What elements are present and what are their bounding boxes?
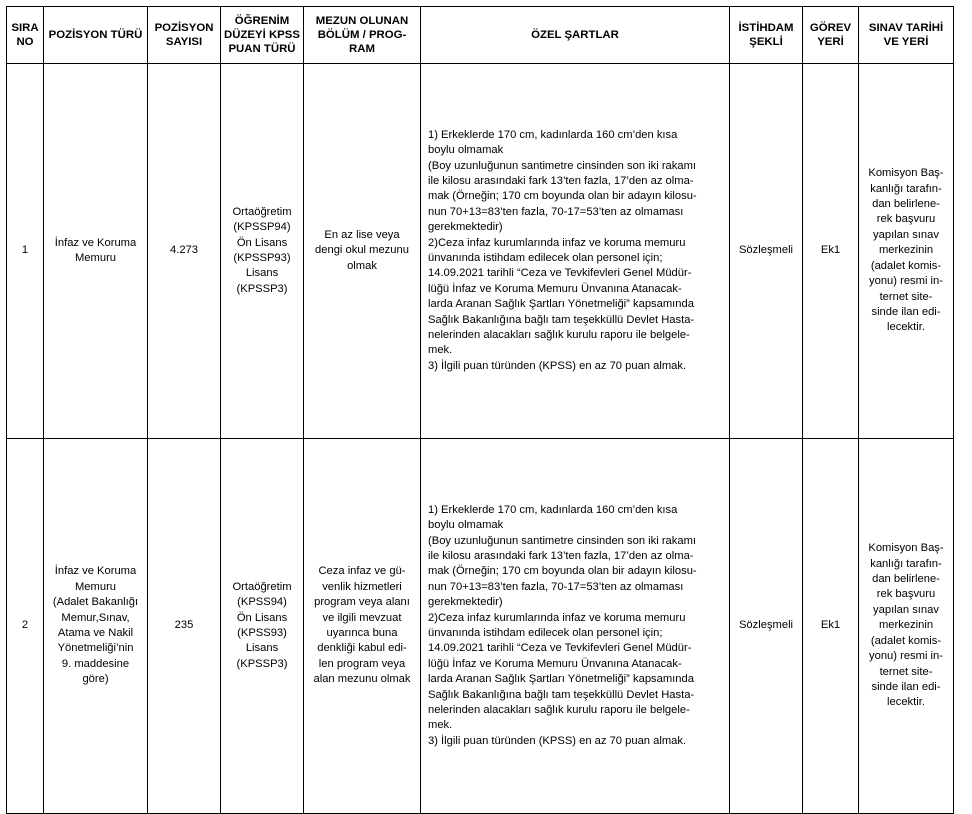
text-line: (adalet komis- (870, 634, 942, 647)
header-sinav-tarihi (859, 7, 954, 64)
text-line: nun 70+13=83’ten fazla, 70-17=53’ten az olmaması (428, 205, 684, 218)
text-line: Sağlık Bakanlığına bağlı tam teşekküllü Devlet Hasta- (428, 688, 695, 701)
text-line: ünvanında istihdam edilecek olan personel için; (428, 252, 663, 264)
text-line: 14.09.2021 tarihli “Ceza ve Tevkifevleri Genel Müdür- (428, 642, 692, 655)
text-line: sinde ilan edi- (871, 680, 941, 693)
text-line: rek başvuru (876, 213, 936, 226)
header-row (7, 7, 954, 64)
text-line: 14.09.2021 tarihli “Ceza ve Tevkifevleri Genel Müdür- (428, 267, 692, 280)
text-line: göre) (82, 673, 109, 686)
text-line: RAM (349, 43, 375, 55)
text-line: yonu) resmi in- (869, 650, 943, 663)
text-line: POZİSYON (154, 22, 214, 34)
cell-mezun-olunan-bolum (304, 439, 421, 814)
cell-ozel-sartlar (421, 64, 730, 439)
cell-sira-no: 2 (7, 439, 44, 814)
text-line: 1) Erkeklerde 170 cm, kadınlarda 160 cm’den kısa (428, 128, 678, 141)
text-line: len program veya (318, 657, 406, 670)
text-line: ternet site- (879, 665, 933, 678)
text-line: boylu olmamak (428, 144, 504, 157)
text-line: Ön Lisans (236, 236, 288, 249)
text-line: Ceza infaz ve gü- (318, 565, 406, 578)
text-line: İnfaz ve Koruma (54, 236, 137, 249)
cell-gorev-yeri: Ek1 (803, 439, 859, 814)
text-line: İnfaz ve Koruma (54, 565, 137, 578)
cell-sira-no: 1 (7, 64, 44, 439)
text-line: (KPSSP93) (233, 252, 291, 264)
header-pozisyon-sayisi (148, 7, 221, 64)
text-line: PUAN TÜRÜ (228, 43, 296, 55)
header-pozisyon-turu: POZİSYON TÜRÜ (44, 7, 148, 64)
text-line: mek. (428, 344, 453, 357)
cell-gorev-yeri: Ek1 (803, 64, 859, 439)
text-line: SIRA (11, 22, 39, 34)
cell-mezun-olunan-bolum (304, 64, 421, 439)
text-line: 2)Ceza infaz kurumlarında infaz ve koruma memuru (428, 236, 686, 249)
cell-pozisyon-sayisi: 235 (148, 439, 221, 814)
header-gorev-yeri (803, 7, 859, 64)
text-line: SINAV TARİHİ (868, 22, 944, 34)
text-line: ile kilosu arasındaki fark 13’ten fazla, 17’den az olma- (428, 549, 694, 562)
header-sira-no (7, 7, 44, 64)
positions-table (6, 6, 954, 814)
text-line: Ortaöğretim (232, 580, 292, 593)
text-line: (KPSSP94) (233, 221, 291, 234)
text-line: Komisyon Baş- (868, 167, 944, 180)
text-line: ünvanında istihdam edilecek olan personel için; (428, 627, 663, 639)
text-line: (KPSS93) (237, 627, 287, 639)
text-line: (Boy uzunluğunun santimetre cinsinden son iki rakamı (428, 534, 697, 547)
text-line: Atama ve Nakil (57, 627, 134, 639)
header-ozel-sartlar: ÖZEL ŞARTLAR (421, 7, 730, 64)
text-line: (Adalet Bakanlığı (52, 596, 139, 609)
text-line: dengi okul mezunu (315, 244, 409, 257)
text-line: En az lise veya (324, 228, 400, 241)
text-line: gerekmektedir) (428, 596, 503, 609)
text-line: venlik hizmetleri (322, 580, 402, 593)
cell-istihdam-sekli: Sözleşmeli (730, 439, 803, 814)
text-line: ile kilosu arasındaki fark 13’ten fazla, 17’den az olma- (428, 174, 694, 187)
cell-ogrenim-duzeyi (221, 64, 304, 439)
table-row (7, 439, 954, 814)
text-line: Lisans (245, 642, 279, 655)
text-line: lüğü İnfaz ve Koruma Memuru Ünvanına Atanacak- (428, 282, 682, 295)
text-line: nelerinden alacakları sağlık kurulu raporu ile belgele- (428, 329, 690, 342)
text-line: Yönetmeliği’nin (57, 642, 134, 655)
text-line: (adalet komis- (870, 259, 942, 272)
text-line: ÖĞRENİM (234, 15, 290, 27)
text-line: larda Aranan Sağlık Şartları Yönetmeliği” kapsamında (428, 673, 694, 686)
text-line: ŞEKLİ (749, 36, 783, 48)
text-line: yonu) resmi in- (869, 275, 943, 288)
text-line: nelerinden alacakları sağlık kurulu raporu ile belgele- (428, 704, 690, 717)
text-line: boylu olmamak (428, 519, 504, 532)
text-line: VE YERİ (883, 36, 929, 48)
text-line: (Boy uzunluğunun santimetre cinsinden son iki rakamı (428, 159, 697, 172)
text-line: yapılan sınav (873, 228, 939, 241)
text-line: larda Aranan Sağlık Şartları Yönetmeliği” kapsamında (428, 298, 694, 311)
text-line: 1) Erkeklerde 170 cm, kadınlarda 160 cm’den kısa (428, 503, 678, 516)
text-line: ternet site- (879, 290, 933, 303)
text-line: merkezinin (878, 619, 934, 632)
text-line: sinde ilan edi- (871, 305, 941, 318)
text-line: ve ilgili mevzuat (322, 611, 402, 624)
text-line: dan belirlene- (872, 198, 940, 211)
text-line: Lisans (245, 267, 279, 280)
text-line: kanlığı tarafın- (870, 182, 942, 195)
text-line: uyarınca buna (326, 627, 398, 639)
header-istihdam-sekli (730, 7, 803, 64)
cell-ogrenim-duzeyi (221, 439, 304, 814)
header-ogrenim-duzeyi (221, 7, 304, 64)
text-line: 2)Ceza infaz kurumlarında infaz ve koruma memuru (428, 611, 686, 624)
text-line: Memuru (74, 252, 117, 264)
header-mezun-olunan-bolum (304, 7, 421, 64)
text-line: yapılan sınav (873, 603, 939, 616)
text-line: alan mezunu olmak (313, 673, 411, 686)
text-line: (KPSSP3) (236, 282, 288, 295)
text-line: İSTİHDAM (738, 22, 794, 34)
text-line: Komisyon Baş- (868, 542, 944, 555)
text-line: (KPSSP3) (236, 657, 288, 670)
cell-sinav-tarihi (859, 64, 954, 439)
text-line: GÖREV (809, 22, 852, 34)
text-line: mek. (428, 719, 453, 732)
text-line: program veya alanı (314, 596, 410, 609)
text-line: (KPSS94) (237, 596, 287, 609)
text-line: NO (16, 36, 34, 48)
text-line: Ortaöğretim (232, 205, 292, 218)
text-line: rek başvuru (876, 588, 936, 601)
text-line: Memur,Sınav, (61, 611, 130, 624)
text-line: lecektir. (887, 321, 925, 334)
cell-pozisyon-turu (44, 64, 148, 439)
text-line: nun 70+13=83’ten fazla, 70-17=53’ten az olmaması (428, 580, 684, 593)
text-line: olmak (347, 259, 377, 272)
text-line: SAYISI (165, 36, 203, 48)
text-line: Sağlık Bakanlığına bağlı tam teşekküllü Devlet Hasta- (428, 313, 695, 326)
text-line: Memuru (74, 580, 117, 593)
text-line: Ön Lisans (236, 611, 288, 624)
text-line: mak (Örneğin; 170 cm boyunda olan bir adayın kilosu- (428, 190, 697, 203)
text-line: kanlığı tarafın- (870, 557, 942, 570)
cell-pozisyon-turu (44, 439, 148, 814)
text-line: MEZUN OLUNAN (315, 15, 409, 27)
text-line: denkliği kabul edi- (317, 642, 407, 655)
text-line: gerekmektedir) (428, 221, 503, 234)
text-line: DÜZEYİ KPSS (224, 29, 300, 41)
cell-istihdam-sekli: Sözleşmeli (730, 64, 803, 439)
text-line: lecektir. (887, 696, 925, 709)
cell-sinav-tarihi (859, 439, 954, 814)
cell-ozel-sartlar (421, 439, 730, 814)
text-line: dan belirlene- (872, 573, 940, 586)
text-line: BÖLÜM / PROG- (317, 29, 407, 41)
text-line: 3) İlgili puan türünden (KPSS) en az 70 puan almak. (428, 359, 687, 372)
text-line: YERİ (817, 36, 844, 48)
text-line: 9. maddesine (61, 657, 130, 670)
text-line: mak (Örneğin; 170 cm boyunda olan bir adayın kilosu- (428, 565, 697, 578)
text-line: merkezinin (878, 244, 934, 257)
table-row (7, 64, 954, 439)
text-line: 3) İlgili puan türünden (KPSS) en az 70 puan almak. (428, 734, 687, 747)
cell-pozisyon-sayisi: 4.273 (148, 64, 221, 439)
text-line: lüğü İnfaz ve Koruma Memuru Ünvanına Atanacak- (428, 657, 682, 670)
